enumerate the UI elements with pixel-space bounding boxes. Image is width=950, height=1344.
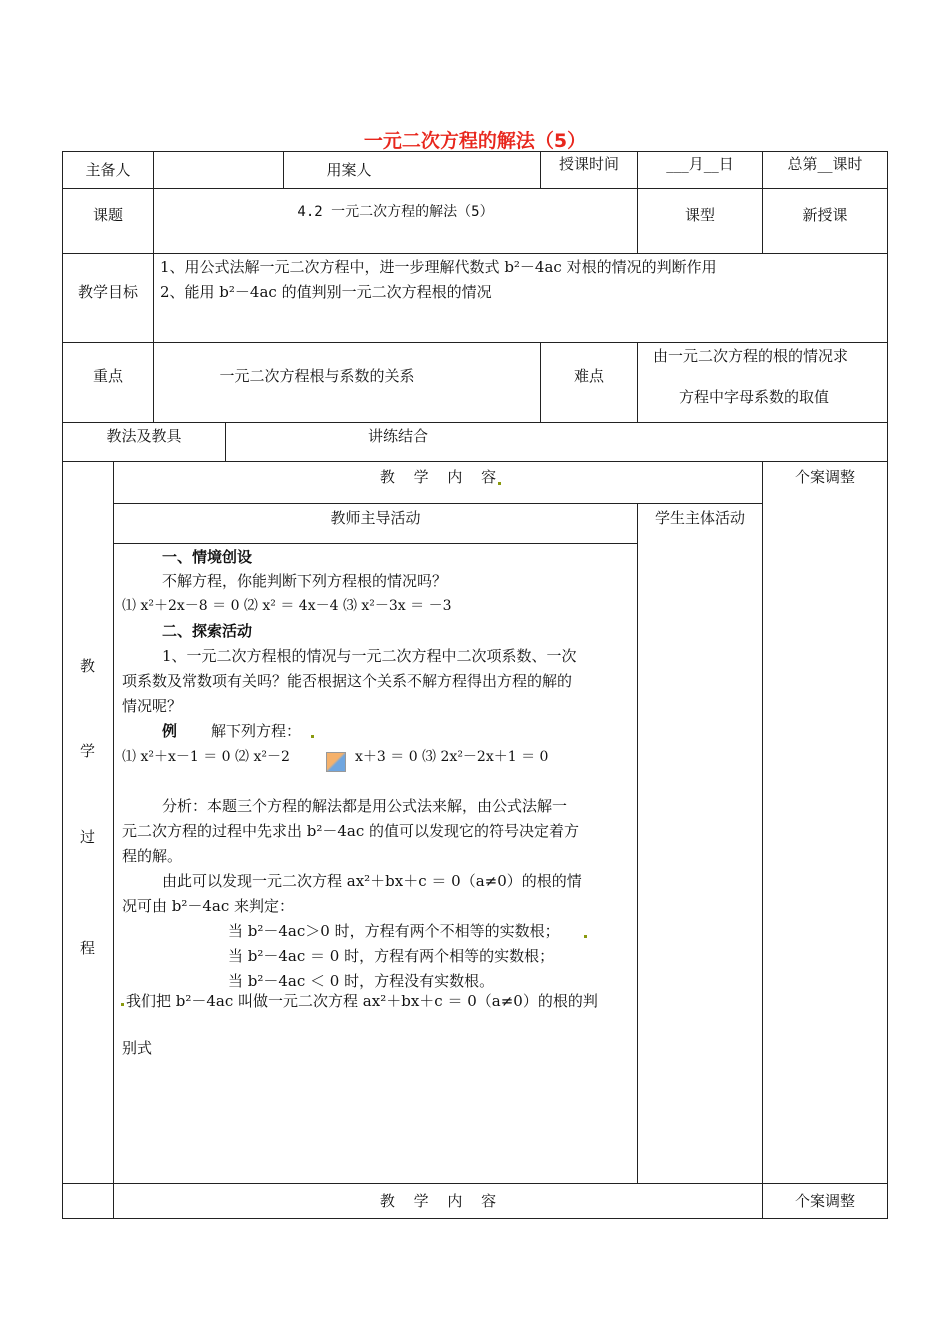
section-2-para-2: 项系数及常数项有关吗？能否根据这个关系不解方程得出方程的解的 (122, 672, 573, 690)
time-label: 授课时间 (558, 155, 619, 173)
example-equations-a: ⑴ x²＋x－1 ＝ 0 ⑵ x²－2 (122, 749, 290, 765)
user-label: 用案人 (326, 161, 372, 179)
topic-label: 课题 (92, 206, 123, 224)
footer-adjust-header: 个案调整 (794, 1192, 855, 1210)
method-value: 讲练结合 (368, 427, 429, 445)
example-text: 解下列方程： (211, 722, 302, 740)
definition-line-1: 我们把 b²－4ac 叫做一元二次方程 ax²＋bx＋c ＝ 0（a≠0）的根的判 (126, 992, 598, 1010)
difficulty-line-2: 方程中字母系数的取值 (679, 388, 830, 406)
analysis-line-2: 元二次方程的过程中先求出 b²－4ac 的值可以发现它的符号决定着方 (122, 822, 580, 840)
example-label: 例 (162, 722, 178, 740)
footer-content-header: 教 学 内 容 (379, 1192, 497, 1210)
adjust-header: 个案调整 (794, 468, 855, 486)
goal-line-1: 1、用公式法解一元二次方程中，进一步理解代数式 b²－4ac 对根的情况的判断作用 (160, 258, 717, 276)
preparer-value (154, 152, 283, 188)
preparer-label: 主备人 (85, 161, 131, 179)
section-2-title: 二、探索活动 (162, 622, 253, 640)
example-equations-b: x＋3 ＝ 0 ⑶ 2x²－2x＋1 ＝ 0 (355, 749, 549, 765)
broken-image-icon (326, 752, 346, 772)
topic-value: 4.2 一元二次方程的解法（5） (297, 204, 494, 220)
goal-line-2: 2、能用 b²－4ac 的值判别一元二次方程根的情况 (160, 283, 492, 301)
conclusion-line-1: 由此可以发现一元二次方程 ax²＋bx＋c ＝ 0（a≠0）的根的情 (162, 872, 582, 890)
definition-line-2: 别式 (122, 1039, 153, 1057)
conclusion-line-2: 况可由 b²－4ac 来判定： (122, 897, 295, 915)
process-side-char-3: 过 (80, 828, 96, 846)
student-activity-header: 学生主体活动 (654, 509, 745, 527)
date-value: ___月__日 (666, 155, 734, 173)
key-point-label: 重点 (92, 367, 123, 385)
case-negative: 当 b²－4ac ＜ 0 时，方程没有实数根。 (228, 972, 495, 990)
analysis-line-3: 程的解。 (122, 847, 183, 865)
process-side-char-4: 程 (80, 939, 96, 957)
lesson-type-label: 课型 (684, 206, 715, 224)
section-1-question: 不解方程，你能判断下列方程根的情况吗？ (162, 572, 448, 590)
section-1-equations: ⑴ x²＋2x－8 ＝ 0 ⑵ x² ＝ 4x－4 ⑶ x²－3x ＝ －3 (122, 598, 452, 614)
analysis-line-1: 分析：本题三个方程的解法都是用公式法来解，由公式法解一 (162, 797, 568, 815)
lesson-type-value: 新授课 (802, 206, 848, 224)
key-point-value: 一元二次方程根与系数的关系 (219, 367, 415, 385)
case-zero: 当 b²－4ac ＝ 0 时，方程有两个相等的实数根； (228, 947, 555, 965)
difficulty-line-1: 由一元二次方程的根的情况求 (653, 347, 849, 365)
total-lesson: 总第__课时 (787, 155, 863, 173)
process-side-char-2: 学 (80, 742, 96, 760)
difficulty-label: 难点 (573, 367, 604, 385)
goals-label: 教学目标 (77, 283, 138, 301)
method-label: 教法及教具 (106, 427, 182, 445)
section-2-para-3: 情况呢？ (122, 697, 183, 715)
document-title: 一元二次方程的解法（5） (363, 130, 587, 152)
section-2-para-1: 1、一元二次方程根的情况与一元二次方程中二次项系数、一次 (162, 647, 577, 665)
section-1-title: 一、情境创设 (162, 548, 253, 566)
content-header: 教 学 内 容 (379, 468, 497, 486)
teacher-activity-header: 教师主导活动 (330, 509, 421, 527)
process-side-char-1: 教 (80, 657, 96, 675)
case-positive: 当 b²－4ac＞0 时，方程有两个不相等的实数根； (228, 922, 560, 940)
